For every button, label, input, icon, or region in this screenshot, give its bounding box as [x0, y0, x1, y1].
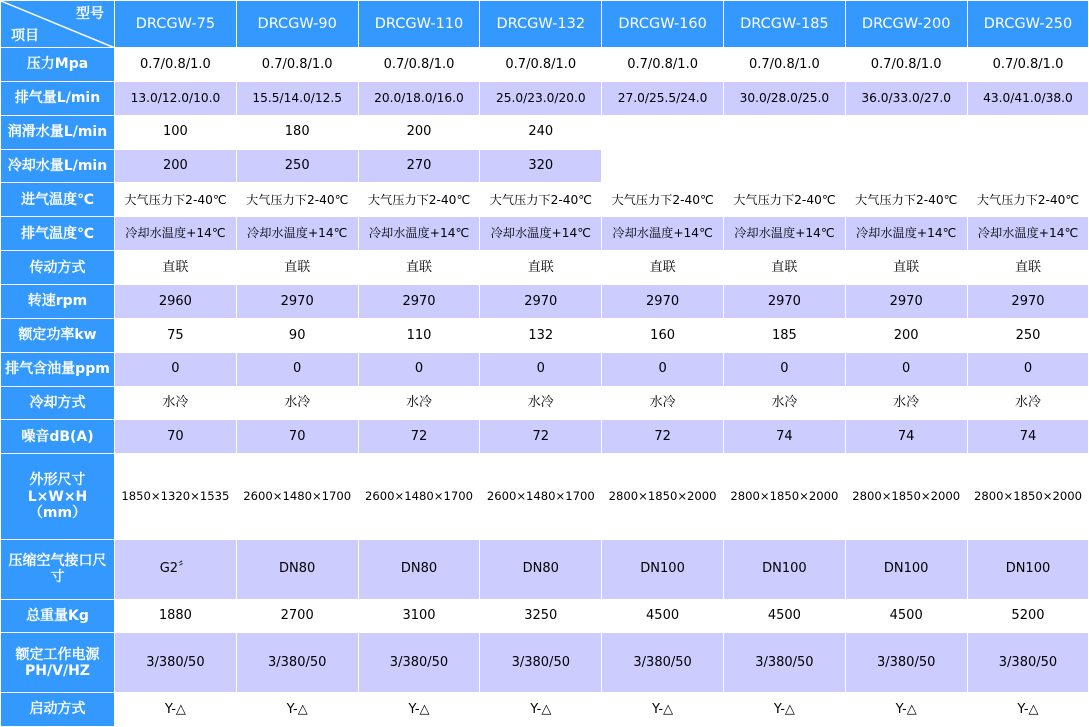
table-cell: 水冷 [602, 386, 724, 420]
table-cell: 2960 [115, 285, 237, 319]
table-cell: Y-△ [480, 693, 602, 727]
table-cell: 直联 [845, 251, 967, 285]
header-corner-cell [1, 1, 115, 48]
table-cell: 冷却水温度+14℃ [602, 217, 724, 251]
table-row [1, 81, 1089, 115]
model-header-4: DRCGW-132 [480, 1, 602, 48]
table-cell: Y-△ [602, 693, 724, 727]
table-cell: 冷却水温度+14℃ [845, 217, 967, 251]
table-cell: 3/380/50 [358, 633, 480, 693]
table-cell: 0.7/0.8/1.0 [236, 48, 358, 82]
row-label: 额定工作电源PH/V/HZ [1, 633, 115, 693]
table-cell: 大气压力下2-40℃ [115, 183, 237, 217]
table-cell: 110 [358, 318, 480, 352]
row-label: 冷却方式 [1, 386, 115, 420]
table-cell: 200 [845, 318, 967, 352]
table-cell: 2800×1850×2000 [602, 454, 724, 540]
table-cell: 3/380/50 [115, 633, 237, 693]
table-cell: 大气压力下2-40℃ [236, 183, 358, 217]
table-cell: 2970 [602, 285, 724, 319]
table-cell: 2970 [480, 285, 602, 319]
table-cell: Y-△ [358, 693, 480, 727]
table-cell: 74 [967, 420, 1089, 454]
table-cell: 74 [723, 420, 845, 454]
table-row [1, 217, 1089, 251]
table-row [1, 352, 1089, 386]
table-cell: 200 [115, 149, 237, 183]
table-cell: 4500 [723, 599, 845, 633]
table-cell: 20.0/18.0/16.0 [358, 81, 480, 115]
table-cell: 大气压力下2-40℃ [967, 183, 1089, 217]
table-cell: 水冷 [480, 386, 602, 420]
table-cell: 水冷 [723, 386, 845, 420]
table-cell: 36.0/33.0/27.0 [845, 81, 967, 115]
table-row [1, 386, 1089, 420]
table-cell: DN80 [480, 539, 602, 599]
table-cell: 70 [115, 420, 237, 454]
table-cell [967, 115, 1089, 149]
row-label: 外形尺寸L×W×H（mm） [1, 454, 115, 540]
table-cell: Y-△ [723, 693, 845, 727]
table-body [1, 48, 1089, 727]
table-row [1, 420, 1089, 454]
row-label: 总重量Kg [1, 599, 115, 633]
table-cell: 0.7/0.8/1.0 [115, 48, 237, 82]
table-cell: 90 [236, 318, 358, 352]
table-cell: DN100 [723, 539, 845, 599]
table-cell: 270 [358, 149, 480, 183]
table-cell: 直联 [358, 251, 480, 285]
table-cell: 冷却水温度+14℃ [115, 217, 237, 251]
table-cell: 直联 [236, 251, 358, 285]
table-cell: 3/380/50 [480, 633, 602, 693]
table-cell: 0 [723, 352, 845, 386]
table-cell: 1850×1320×1535 [115, 454, 237, 540]
table-cell: 75 [115, 318, 237, 352]
table-cell: 大气压力下2-40℃ [358, 183, 480, 217]
model-header-2: DRCGW-90 [236, 1, 358, 48]
row-label: 压缩空气接口尺寸 [1, 539, 115, 599]
row-label: 压力Mpa [1, 48, 115, 82]
table-cell: 72 [480, 420, 602, 454]
table-row [1, 149, 1089, 183]
table-cell: 3/380/50 [236, 633, 358, 693]
table-row [1, 251, 1089, 285]
table-cell: 0 [480, 352, 602, 386]
table-cell: 2970 [358, 285, 480, 319]
table-cell: 15.5/14.0/12.5 [236, 81, 358, 115]
table-cell: 水冷 [967, 386, 1089, 420]
table-cell: 132 [480, 318, 602, 352]
table-cell: 大气压力下2-40℃ [602, 183, 724, 217]
table-cell [602, 149, 724, 183]
table-cell: 2970 [723, 285, 845, 319]
row-label: 冷却水量L/min [1, 149, 115, 183]
table-cell: 25.0/23.0/20.0 [480, 81, 602, 115]
table-cell: 200 [358, 115, 480, 149]
table-cell: 冷却水温度+14℃ [236, 217, 358, 251]
model-header-8: DRCGW-250 [967, 1, 1089, 48]
table-cell [723, 149, 845, 183]
table-cell: 2800×1850×2000 [845, 454, 967, 540]
table-cell: 72 [602, 420, 724, 454]
table-cell: G2〞 [115, 539, 237, 599]
table-cell: 3/380/50 [845, 633, 967, 693]
model-header-5: DRCGW-160 [602, 1, 724, 48]
row-label: 额定功率kw [1, 318, 115, 352]
table-cell: 70 [236, 420, 358, 454]
table-cell: 2800×1850×2000 [723, 454, 845, 540]
table-cell [845, 149, 967, 183]
table-cell: 直联 [115, 251, 237, 285]
table-cell: 2600×1480×1700 [236, 454, 358, 540]
table-cell: 3/380/50 [723, 633, 845, 693]
row-label: 进气温度℃ [1, 183, 115, 217]
table-cell: 4500 [602, 599, 724, 633]
row-label: 排气温度℃ [1, 217, 115, 251]
table-row [1, 693, 1089, 727]
table-cell: 180 [236, 115, 358, 149]
table-cell: 0 [602, 352, 724, 386]
table-cell [967, 149, 1089, 183]
table-cell: DN100 [845, 539, 967, 599]
table-cell: 2800×1850×2000 [967, 454, 1089, 540]
table-cell: 2970 [236, 285, 358, 319]
table-cell: 0.7/0.8/1.0 [602, 48, 724, 82]
table-cell: 2600×1480×1700 [358, 454, 480, 540]
table-cell: 0.7/0.8/1.0 [358, 48, 480, 82]
table-row [1, 183, 1089, 217]
table-row [1, 285, 1089, 319]
table-cell: DN80 [236, 539, 358, 599]
table-cell: 水冷 [358, 386, 480, 420]
row-label: 润滑水量L/min [1, 115, 115, 149]
table-cell [723, 115, 845, 149]
table-cell: 250 [236, 149, 358, 183]
table-cell: Y-△ [967, 693, 1089, 727]
table-cell: 大气压力下2-40℃ [723, 183, 845, 217]
table-cell: 4500 [845, 599, 967, 633]
table-cell: 3/380/50 [967, 633, 1089, 693]
table-cell: 320 [480, 149, 602, 183]
model-header-6: DRCGW-185 [723, 1, 845, 48]
table-cell: Y-△ [115, 693, 237, 727]
model-header-1: DRCGW-75 [115, 1, 237, 48]
table-cell: 2970 [967, 285, 1089, 319]
table-cell: 240 [480, 115, 602, 149]
table-cell: DN80 [358, 539, 480, 599]
row-label: 排气含油量ppm [1, 352, 115, 386]
table-cell: 185 [723, 318, 845, 352]
model-header-3: DRCGW-110 [358, 1, 480, 48]
table-cell: 0.7/0.8/1.0 [967, 48, 1089, 82]
table-cell: 冷却水温度+14℃ [967, 217, 1089, 251]
table-cell: 水冷 [236, 386, 358, 420]
table-row [1, 599, 1089, 633]
table-cell: 0 [236, 352, 358, 386]
table-row [1, 454, 1089, 540]
table-cell: 0 [358, 352, 480, 386]
table-cell: 水冷 [115, 386, 237, 420]
table-cell: 直联 [967, 251, 1089, 285]
table-cell: 直联 [480, 251, 602, 285]
row-label: 排气量L/min [1, 81, 115, 115]
table-cell: 0.7/0.8/1.0 [480, 48, 602, 82]
row-label: 传动方式 [1, 251, 115, 285]
table-row [1, 48, 1089, 82]
table-cell: 0 [967, 352, 1089, 386]
table-cell: Y-△ [845, 693, 967, 727]
table-cell: 冷却水温度+14℃ [723, 217, 845, 251]
table-header-row [1, 1, 1089, 48]
table-cell: 冷却水温度+14℃ [358, 217, 480, 251]
table-cell: 大气压力下2-40℃ [845, 183, 967, 217]
table-cell: 冷却水温度+14℃ [480, 217, 602, 251]
table-cell: 大气压力下2-40℃ [480, 183, 602, 217]
table-cell [845, 115, 967, 149]
table-cell: 1880 [115, 599, 237, 633]
table-row [1, 539, 1089, 599]
table-cell: 72 [358, 420, 480, 454]
table-cell: 160 [602, 318, 724, 352]
table-cell: 0.7/0.8/1.0 [723, 48, 845, 82]
table-row [1, 318, 1089, 352]
table-cell: 30.0/28.0/25.0 [723, 81, 845, 115]
table-cell: 43.0/41.0/38.0 [967, 81, 1089, 115]
table-row [1, 115, 1089, 149]
table-cell: 水冷 [845, 386, 967, 420]
table-cell: 直联 [723, 251, 845, 285]
table-cell: 3/380/50 [602, 633, 724, 693]
table-cell: 直联 [602, 251, 724, 285]
row-label: 噪音dB(A) [1, 420, 115, 454]
table-cell: 100 [115, 115, 237, 149]
table-cell: 27.0/25.5/24.0 [602, 81, 724, 115]
table-row [1, 633, 1089, 693]
table-cell: 2700 [236, 599, 358, 633]
table-cell: Y-△ [236, 693, 358, 727]
header-model-label: 型号 [76, 6, 104, 22]
table-cell: 0 [115, 352, 237, 386]
table-cell: 3250 [480, 599, 602, 633]
row-label: 转速rpm [1, 285, 115, 319]
table-cell: DN100 [602, 539, 724, 599]
table-cell: 2970 [845, 285, 967, 319]
table-cell [602, 115, 724, 149]
table-cell: 2600×1480×1700 [480, 454, 602, 540]
header-item-label: 项目 [11, 28, 39, 44]
row-label: 启动方式 [1, 693, 115, 727]
table-cell: 3100 [358, 599, 480, 633]
table-cell: 5200 [967, 599, 1089, 633]
table-cell: 0 [845, 352, 967, 386]
table-cell: DN100 [967, 539, 1089, 599]
table-cell: 13.0/12.0/10.0 [115, 81, 237, 115]
table-cell: 0.7/0.8/1.0 [845, 48, 967, 82]
table-cell: 250 [967, 318, 1089, 352]
model-header-7: DRCGW-200 [845, 1, 967, 48]
table-cell: 74 [845, 420, 967, 454]
